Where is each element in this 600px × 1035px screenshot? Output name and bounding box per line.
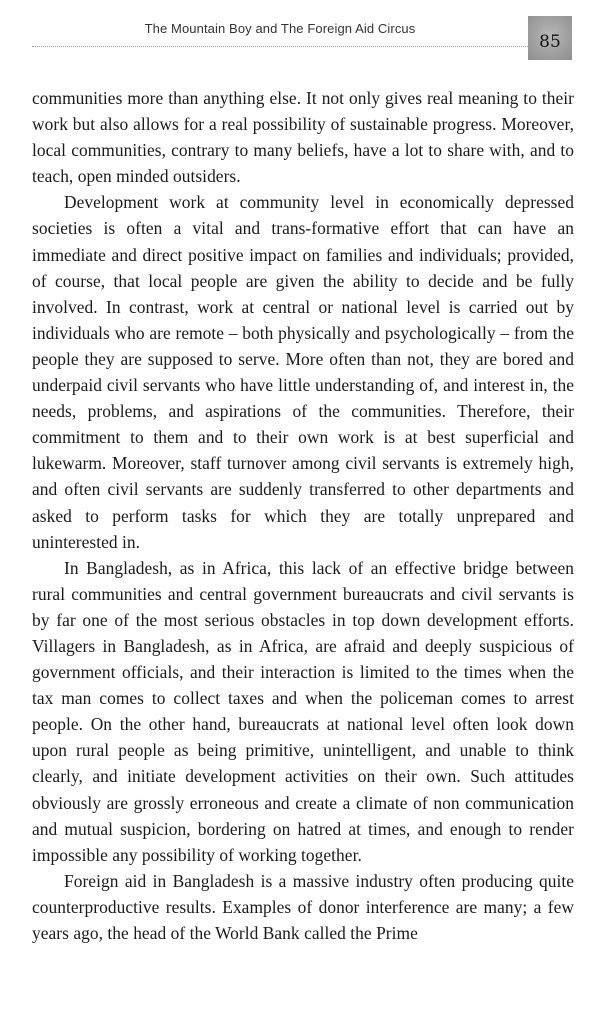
paragraph: Development work at community level in economically depressed societies is often a vital and trans-formative effort that can have an immediate and direct positive impact on families and individuals; provided, of course, that local people are given the ability to decide and be fully involved. In contrast, work at central or national level is carried out by individuals who are remote – both physically and psychologically – from the people they are supposed to serve. More often than not, they are bored and underpaid civil servants who have little understanding of, and interest in, the needs, problems, and aspirations of the communities. Therefore, their commitment to them and to their own work is at best superficial and lukewarm. Moreover, staff turnover among civil servants is extremely high, and often civil servants are suddenly transferred to other departments and asked to perform tasks for which they are totally unprepared and uninterested in. bbox=[32, 192, 574, 552]
running-header bbox=[0, 14, 600, 54]
page-number: 85 bbox=[539, 32, 561, 52]
page-number-box bbox=[528, 16, 572, 60]
header-rule bbox=[32, 46, 550, 47]
body-text bbox=[32, 85, 574, 946]
paragraph: In Bangladesh, as in Africa, this lack of an effective bridge between rural communities and central government bureaucrats and civil servants is by far one of the most serious obstacles in top down development efforts. Villagers in Bangladesh, as in Africa, are afraid and deeply suspicious of government officials, and their interaction is limited to the times when the tax man comes to collect taxes and when the policeman comes to arrest people. On the other hand, bureaucrats at national level often look down upon rural people as being primitive, unintelligent, and unable to think clearly, and initiate development activities on their own. Such attitudes obviously are grossly erroneous and create a climate of non communication and mutual suspicion, bordering on hatred at times, and enough to render impossible any possibility of working together. bbox=[32, 557, 574, 865]
running-title: The Mountain Boy and The Foreign Aid Circus bbox=[144, 21, 416, 36]
paragraph-continued: communities more than anything else. It not only gives real meaning to their work but also allows for a real possibility of sustainable progress. Moreover, local communities, contrary to many beliefs, have a lot to share with, and to teach, open minded outsiders. bbox=[32, 88, 574, 187]
paragraph: Foreign aid in Bangladesh is a massive industry often producing quite counterproductive results. Examples of donor interference are many; a few years ago, the head of the World Bank called the Prime bbox=[32, 870, 574, 943]
